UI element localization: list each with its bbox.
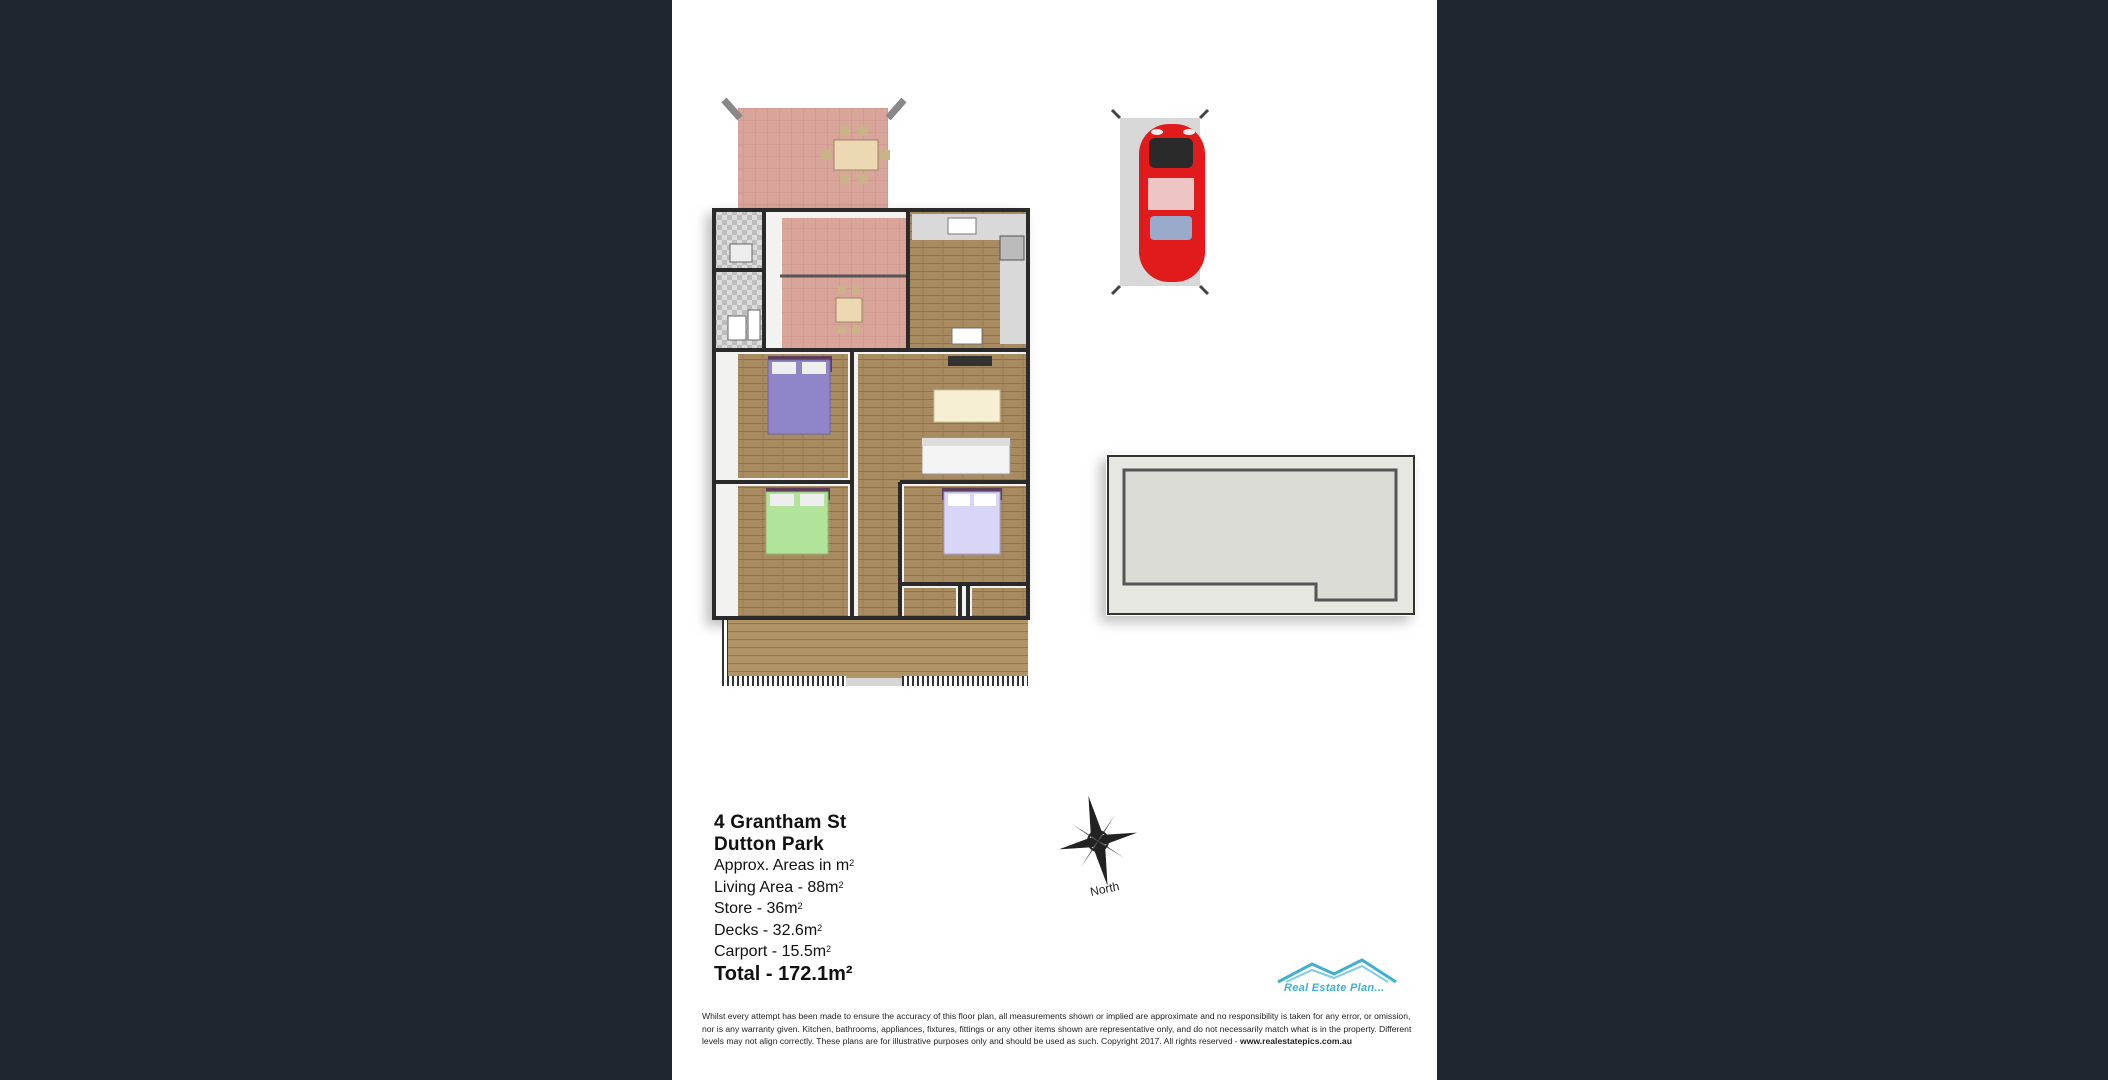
north-label: North: [1088, 879, 1121, 899]
bed-icon: [768, 356, 832, 434]
carport: [1112, 110, 1208, 294]
bench-icon: [934, 390, 1000, 422]
carport-area: Carport - $15.5m^2$: [714, 943, 832, 960]
house: [712, 208, 1030, 620]
front-deck: [722, 620, 1028, 686]
store: [1106, 454, 1416, 616]
living-area: Living Area - $88m^2$: [714, 878, 844, 896]
total-area: Total - 172.1m²: [714, 962, 853, 985]
street-address: 4 Grantham St: [714, 812, 847, 833]
bed-icon: [942, 488, 1002, 554]
washing-machine-icon: [730, 244, 752, 262]
areas-heading: Approx. Areas in $m^2$: [714, 857, 855, 874]
sofa-icon: [922, 438, 1010, 474]
floor-plan-sheet: [672, 0, 1437, 1080]
rear-deck: [724, 100, 904, 208]
decks-area: Decks - $32.6m^2$: [714, 921, 823, 939]
bed-icon: [766, 488, 830, 554]
disclaimer: Whilst every attempt has been made to ensure the accuracy of this floor plan, all measurements shown or implied are approximate and no responsibility is taken for any error, or omission, nor is any warranty given. Kitchen, bathrooms, appliances, fixtures, fittings or any other items shown are representative only, and do not necessarily match what is in the property. Different levels may not align correctly. These plans are for illustrative purposes only and should be used as such. Copyright 2017. All rights reserved - www.realestatepics.com.au: [702, 1011, 1412, 1046]
car-icon: [1139, 124, 1205, 282]
website-link: www.realestatepics.com.au: [1240, 1036, 1352, 1046]
suburb: Dutton Park: [714, 833, 824, 855]
stove-icon: [1000, 236, 1024, 260]
store-area: Store - $36m^2$: [714, 900, 803, 917]
sink-icon: [948, 218, 976, 234]
toilet-icon: [728, 316, 746, 340]
property-info: [714, 812, 854, 985]
floor-plan: [672, 0, 1437, 760]
logo-text: Real Estate Plan...: [1284, 982, 1385, 994]
